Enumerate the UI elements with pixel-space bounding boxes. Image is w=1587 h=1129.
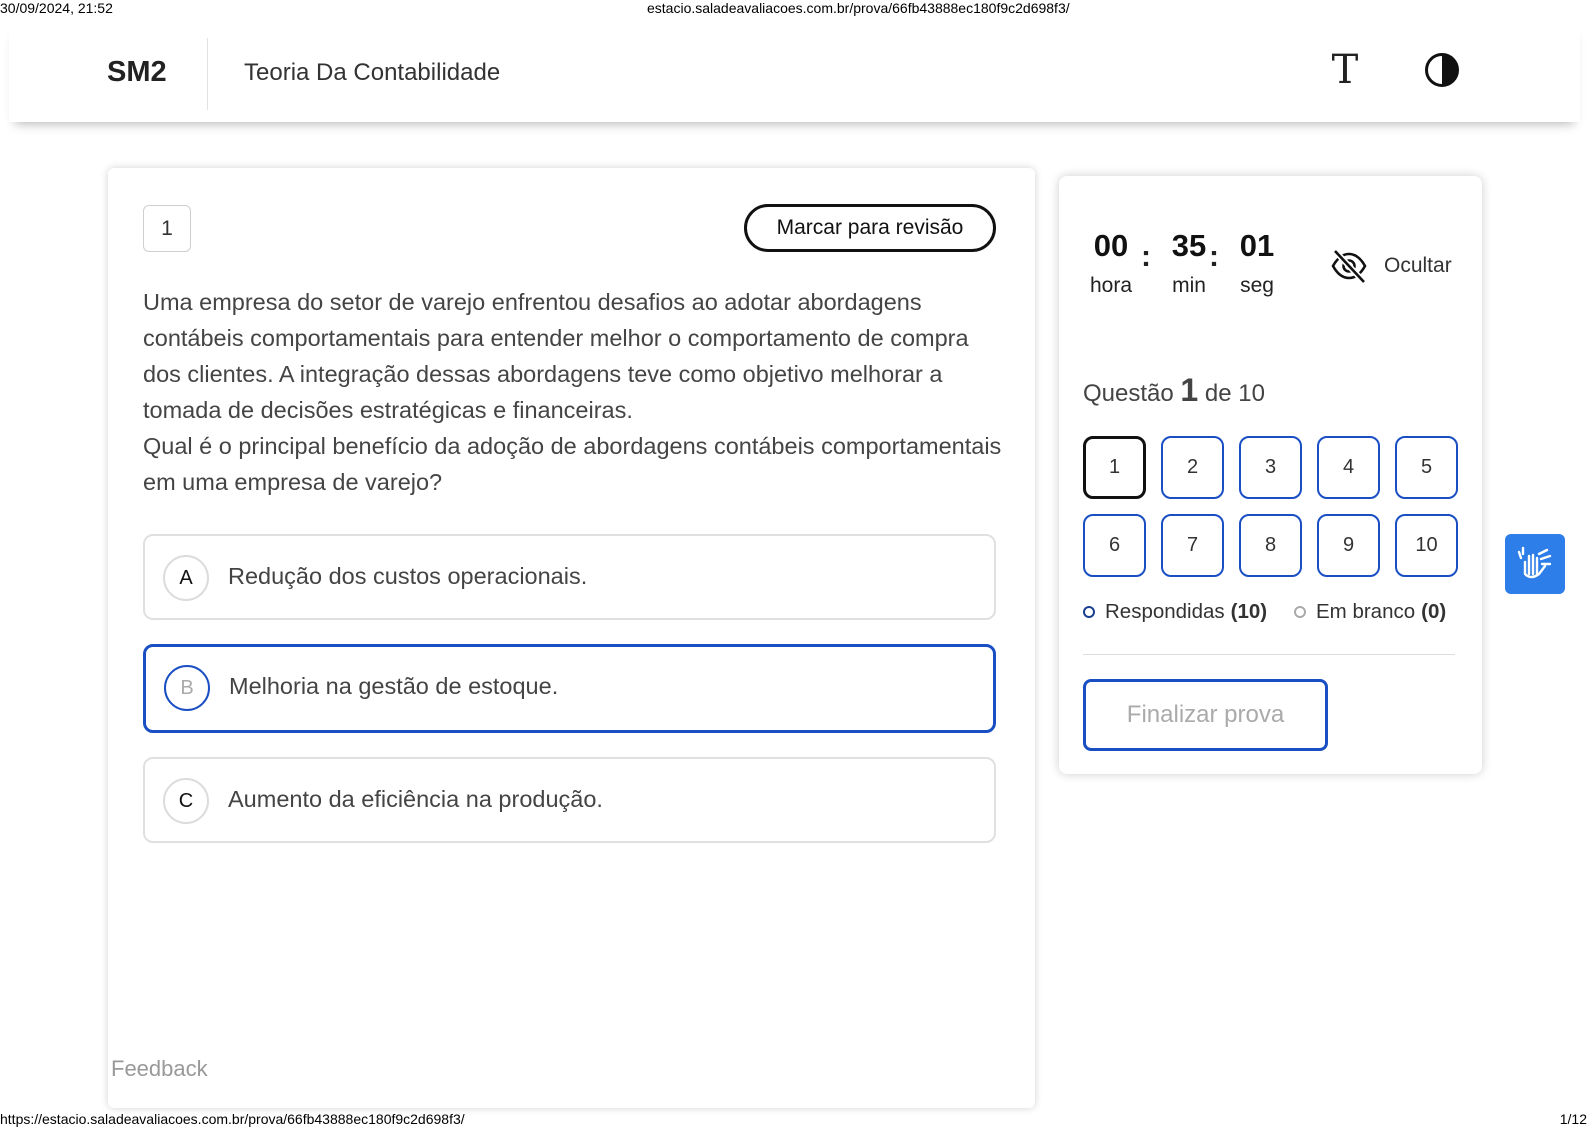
legend-answered-count: (10) [1230,600,1268,623]
question-nav-button-9[interactable]: 9 [1317,514,1380,577]
answer-legend [1083,600,1459,630]
progress-prefix: Questão [1083,380,1174,407]
mark-for-review-button[interactable]: Marcar para revisão [744,204,996,252]
timer-hours [1081,228,1141,298]
hide-timer-button[interactable] [1330,246,1470,286]
question-nav-button-5[interactable]: 5 [1395,436,1458,499]
hide-timer-label: Ocultar [1384,254,1452,277]
timer-hours-label: hora [1089,274,1133,297]
progress-suffix: de 10 [1204,380,1265,407]
print-page-number: 1/12 [1559,1111,1587,1127]
timer-seconds-label: seg [1240,274,1274,297]
side-divider [1083,654,1455,655]
question-nav-button-3[interactable]: 3 [1239,436,1302,499]
course-title: Teoria Da Contabilidade [244,59,501,86]
question-nav-button-6[interactable]: 6 [1083,514,1146,577]
legend-blank [1294,600,1446,624]
question-nav-button-2[interactable]: 2 [1161,436,1224,499]
option-text: Aumento da eficiência na produção. [228,786,603,812]
timer-separator: : [1209,240,1219,273]
font-size-icon[interactable]: T [1331,47,1359,93]
exam-side-panel [1059,176,1482,774]
question-nav-button-4[interactable]: 4 [1317,436,1380,499]
print-footer-url: https://estacio.saladeavaliacoes.com.br/prova/66fb43888ec180f9c2d698f3/ [0,1111,465,1127]
option-letter: A [163,555,209,601]
option-text: Redução dos custos operacionais. [228,563,588,589]
legend-answered [1083,600,1267,624]
sign-language-button[interactable] [1505,534,1565,594]
print-footer [0,1107,1587,1129]
sign-language-icon [1515,544,1555,584]
question-nav-button-8[interactable]: 8 [1239,514,1302,577]
print-header [0,0,1587,18]
finish-exam-button[interactable]: Finalizar prova [1083,679,1328,751]
timer-minutes-label: min [1172,274,1206,297]
question-prompt: Qual é o principal benefício da adoção de abordagens contábeis comportamentais em uma empresa de varejo? [143,433,1002,495]
blank-dot-icon [1294,606,1306,618]
feedback-link[interactable]: Feedback [111,1056,311,1082]
question-nav-button-7[interactable]: 7 [1161,514,1224,577]
timer-seconds [1227,228,1287,298]
option-c[interactable] [143,757,996,843]
option-text: Melhoria na gestão de estoque. [229,673,559,699]
eye-off-icon [1330,247,1368,285]
option-letter: B [164,665,210,711]
progress-current: 1 [1180,372,1199,408]
legend-blank-count: (0) [1421,600,1447,623]
timer-hours-value: 00 [1093,228,1129,263]
question-text [143,284,1003,500]
print-datetime: 30/09/2024, 21:52 [0,0,113,16]
legend-answered-label: Respondidas [1105,600,1225,623]
contrast-icon[interactable] [1424,52,1460,88]
brand-logo: SM2 [107,56,167,88]
option-a[interactable] [143,534,996,620]
question-nav-button-1[interactable]: 1 [1083,436,1146,499]
timer-separator: : [1141,240,1151,273]
answered-dot-icon [1083,606,1095,618]
question-card [108,168,1035,1108]
timer-minutes-value: 35 [1171,228,1207,263]
print-url: estacio.saladeavaliacoes.com.br/prova/66fb43888ec180f9c2d698f3/ [647,0,1070,16]
question-progress [1083,372,1265,409]
option-letter: C [163,778,209,824]
top-bar [9,22,1580,122]
legend-blank-label: Em branco [1316,600,1416,623]
topbar-divider [207,38,208,110]
question-context: Uma empresa do setor de varejo enfrentou desafios ao adotar abordagens contábeis comportamentais para entender melhor o comportamento de compra dos clientes. A integração dessas abordagens teve como objetivo melhorar a tomada de decisões estratégicas e financeiras. [143,289,969,423]
timer-seconds-value: 01 [1239,228,1275,263]
question-nav-button-10[interactable]: 10 [1395,514,1458,577]
option-b[interactable] [143,644,996,733]
question-number-badge: 1 [143,205,191,252]
